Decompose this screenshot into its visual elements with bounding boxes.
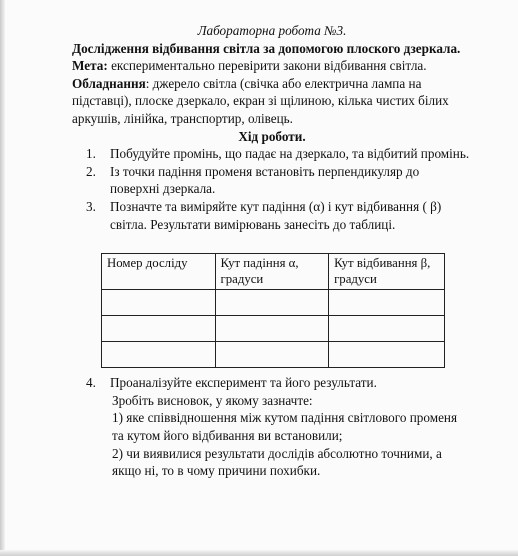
- header-incidence-angle: Кут падіння α, градуси: [215, 254, 329, 290]
- paper-shadow-bottom: [0, 550, 518, 556]
- header-experiment-number: Номер досліду: [102, 254, 216, 290]
- step-4: [72, 374, 472, 480]
- equipment-text: : джерело світла (свічка або електрична лампа на підставці), плоске дзеркало, екран зі щілиною, кілька чистих білих аркушів, лінійка, транспортир, олівець.: [72, 75, 449, 126]
- worksheet: [72, 22, 472, 480]
- step-text: Позначте та виміряйте кут падіння (α) і кут відбивання ( β) світла. Результати вимірювань занесіть до таблиці.: [110, 198, 442, 232]
- step-text: Проаналізуйте експеримент та його результати.: [110, 375, 377, 391]
- table-row: [102, 316, 445, 342]
- step-item: [86, 374, 472, 392]
- step-text: Побудуйте промінь, що падає на дзеркало, та відбитий промінь.: [110, 146, 470, 162]
- table-cell: [102, 290, 216, 316]
- step-number: 1.: [86, 146, 96, 162]
- step-text: Із точки падіння променя встановіть перпендикуляр до поверхні дзеркала.: [110, 163, 420, 197]
- step-number: 4.: [86, 375, 96, 391]
- table-cell: [102, 316, 216, 342]
- results-table: [101, 253, 445, 368]
- progress-heading: Хід роботи.: [238, 128, 306, 144]
- table-cell: [215, 290, 329, 316]
- table-cell: [215, 342, 329, 368]
- step-number: 3.: [86, 198, 96, 214]
- table-cell: [329, 290, 445, 316]
- step-item: [86, 198, 472, 233]
- lab-title: Лабораторна робота №3.: [197, 23, 347, 38]
- table-row: [102, 290, 445, 316]
- conclusion-item: 2) чи виявилися результати дослідів абсолютно точними, а якщо ні, то в чому причини похибки.: [112, 445, 442, 479]
- steps-list: [72, 145, 472, 233]
- header-reflection-angle: Кут відбивання β, градуси: [329, 254, 445, 290]
- table-cell: [329, 316, 445, 342]
- equipment-paragraph: [72, 75, 472, 128]
- paper-shadow-left: [0, 0, 5, 556]
- table-header-row: [102, 254, 445, 290]
- conclusion-item: 1) яке співвідношення між кутом падіння світлового променя та кутом його відбивання ви встановили;: [112, 410, 458, 443]
- step-item: [86, 163, 472, 198]
- equipment-label: Обладнання: [72, 75, 146, 91]
- table-cell: [329, 342, 445, 368]
- goal-paragraph: [72, 57, 472, 75]
- goal-label: Мета:: [72, 58, 108, 74]
- table-row: [102, 342, 445, 368]
- topic-heading: Дослідження відбивання світла за допомогою плоского дзеркала.: [72, 40, 461, 56]
- conclusion-intro: Зробіть висновок, у якому зазначте:: [112, 392, 313, 408]
- conclusion-instructions: [112, 392, 472, 480]
- table-cell: [215, 316, 329, 342]
- table-cell: [102, 342, 216, 368]
- goal-text: експериментально перевірити закони відбивання світла.: [107, 58, 427, 74]
- step-number: 2.: [86, 163, 96, 179]
- step-item: [86, 145, 472, 163]
